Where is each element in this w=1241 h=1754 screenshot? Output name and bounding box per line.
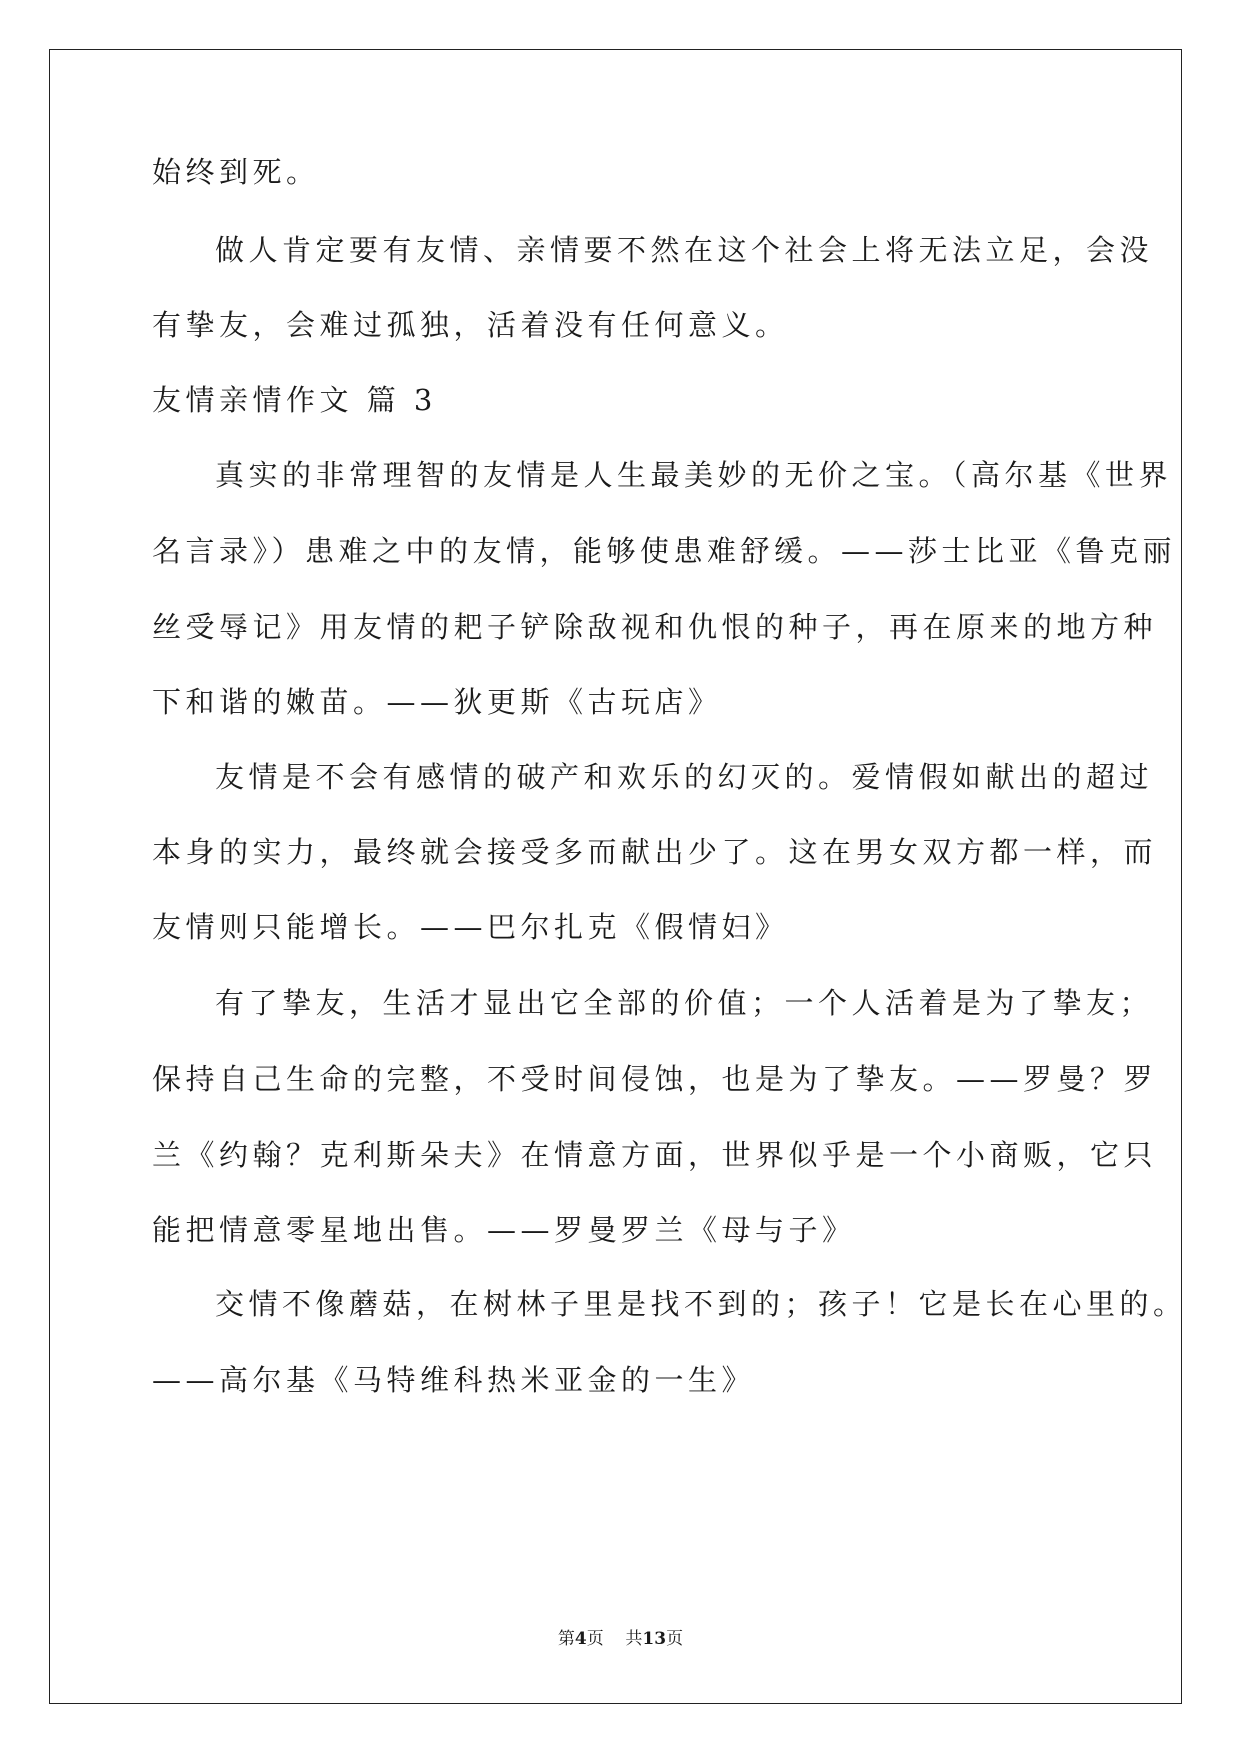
page-prefix: 第 xyxy=(557,1629,575,1649)
text-line: 保持自己生命的完整，不受时间侵蚀，也是为了挚友。——罗曼？罗 xyxy=(152,1062,1158,1096)
text-line: 下和谐的嫩苗。——狄更斯《古玩店》 xyxy=(152,685,722,719)
text-line: ——高尔基《马特维科热米亚金的一生》 xyxy=(152,1363,756,1397)
text-line: 兰《约翰？克利斯朵夫》在情意方面，世界似乎是一个小商贩，它只 xyxy=(152,1138,1158,1172)
paragraph-first-line: 有了挚友，生活才显出它全部的价值；一个人活着是为了挚友； xyxy=(215,986,1154,1020)
page-suffix: 页 xyxy=(586,1629,604,1649)
paragraph-first-line: 做人肯定要有友情、亲情要不然在这个社会上将无法立足，会没 xyxy=(215,233,1154,267)
page-border xyxy=(49,49,1182,1704)
page-number: 4 xyxy=(574,1629,587,1649)
page-footer xyxy=(0,1628,1241,1650)
text-line: 本身的实力，最终就会接受多而献出少了。这在男女双方都一样，而 xyxy=(152,835,1158,869)
paragraph-first-line: 真实的非常理智的友情是人生最美妙的无价之宝。（高尔基《世界 xyxy=(215,458,1173,492)
text-line: 能把情意零星地出售。——罗曼罗兰《母与子》 xyxy=(152,1213,856,1247)
text-line: 友情则只能增长。——巴尔扎克《假情妇》 xyxy=(152,910,789,944)
total-pages: 13 xyxy=(642,1629,667,1649)
paragraph-first-line: 交情不像蘑菇，在树林子里是找不到的；孩子！它是长在心里的。 xyxy=(215,1287,1187,1321)
text-line: 丝受辱记》用友情的耙子铲除敌视和仇恨的种子，再在原来的地方种 xyxy=(152,610,1158,644)
total-suffix: 页 xyxy=(666,1629,684,1649)
section-heading: 友情亲情作文 篇 3 xyxy=(152,383,437,417)
text-line: 有挚友，会难过孤独，活着没有任何意义。 xyxy=(152,308,789,342)
text-line: 名言录》）患难之中的友情，能够使患难舒缓。——莎士比亚《鲁克丽 xyxy=(152,534,1177,568)
paragraph-first-line: 友情是不会有感情的破产和欢乐的幻灭的。爱情假如献出的超过 xyxy=(215,760,1154,794)
text-line: 始终到死。 xyxy=(152,155,320,189)
total-prefix: 共 xyxy=(625,1629,643,1649)
